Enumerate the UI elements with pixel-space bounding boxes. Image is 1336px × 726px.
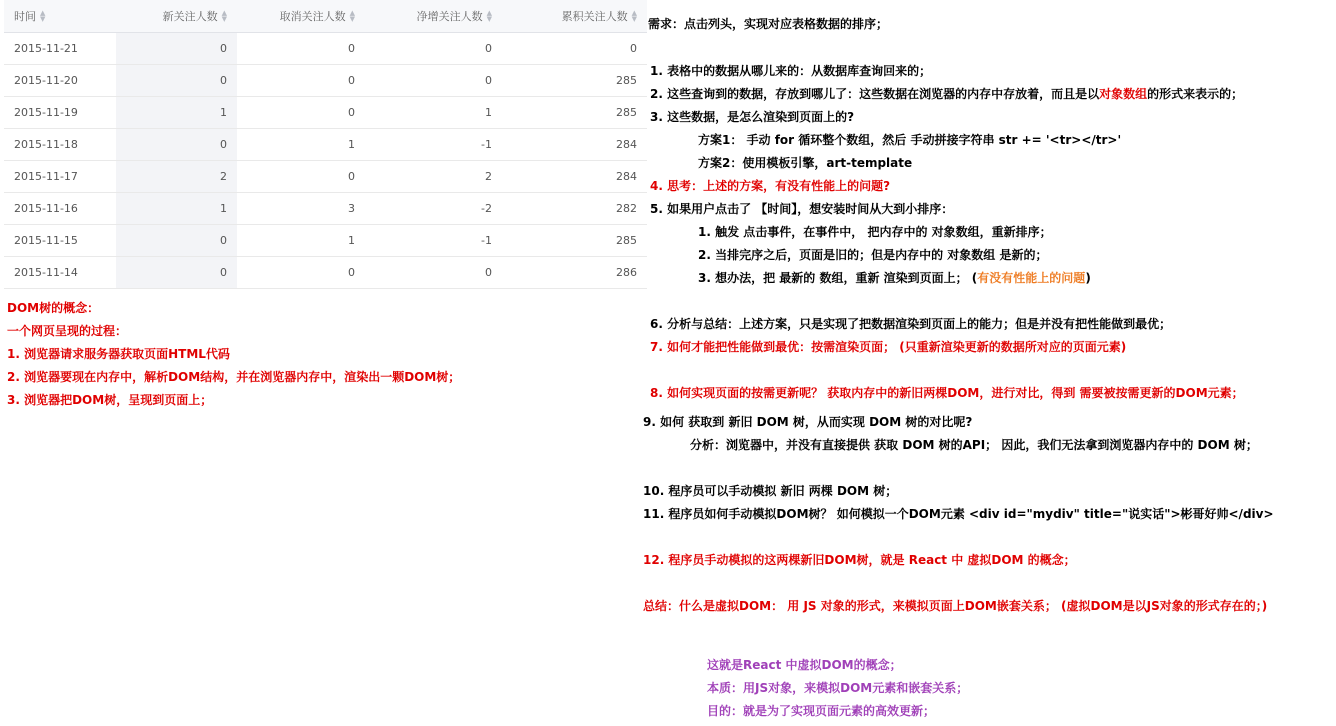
note-line: 这就是React 中虚拟DOM的概念；: [707, 658, 902, 672]
table-row: [4, 193, 647, 225]
table-cell: 0: [485, 74, 492, 87]
note-line: 1. 表格中的数据从哪儿来的：从数据库查询回来的；: [650, 64, 932, 78]
note-line: 7. 如何才能把性能做到最优：按需渲染页面； (只重新渲染更新的数据所对应的页面元素): [650, 340, 1127, 354]
table-cell: 1: [116, 193, 237, 224]
table-cell: -2: [481, 202, 492, 215]
requirement-title: 需求：点击列头，实现对应表格数据的排序；: [648, 17, 889, 31]
note-line: 1. 触发 点击事件，在事件中， 把内存中的 对象数组，重新排序；: [698, 225, 1052, 239]
table-cell: 0: [116, 65, 237, 96]
table-cell: 0: [348, 170, 355, 183]
note-line: 3. 这些数据，是怎么渲染到页面上的?: [650, 110, 855, 124]
highlight-text: 对象数组: [1099, 87, 1148, 101]
note-line: 5. 如果用户点击了 【时间】，想安装时间从大到小排序：: [650, 202, 954, 216]
sort-icon[interactable]: ▲ ▼: [40, 9, 46, 23]
table-cell: 0: [116, 129, 237, 160]
table-row: [4, 33, 647, 65]
table-cell: 2015-11-18: [14, 138, 78, 151]
table-cell: 0: [116, 33, 237, 64]
table-cell: 0: [116, 225, 237, 256]
column-header-net-follow[interactable]: 净增关注人数 ▲ ▼: [416, 9, 492, 23]
table-header-row: [4, 0, 647, 33]
table-cell: 2015-11-17: [14, 170, 78, 183]
table-cell: 0: [630, 42, 637, 55]
table-cell: 2015-11-16: [14, 202, 78, 215]
table-cell: 0: [116, 257, 237, 288]
table-cell: 0: [348, 42, 355, 55]
table-row: [4, 161, 647, 193]
table-cell: 2015-11-21: [14, 42, 78, 55]
table-cell: 284: [616, 170, 637, 183]
table-row: [4, 97, 647, 129]
note-line: 11. 程序员如何手动模拟DOM树？ 如何模拟一个DOM元素 <div id="mydiv" title="说实话">彬哥好帅</div>: [643, 507, 1274, 521]
table-cell: 1: [116, 97, 237, 128]
note-line: 4. 思考：上述的方案，有没有性能上的问题?: [650, 179, 891, 193]
note-line: 方案2：使用模板引擎，art-template: [698, 156, 913, 170]
sort-icon[interactable]: ▲ ▼: [631, 9, 637, 23]
sort-icon[interactable]: ▲ ▼: [221, 9, 227, 23]
note-line: 12. 程序员手动模拟的这两棵新旧DOM树，就是 React 中 虚拟DOM 的概念；: [643, 553, 1076, 567]
note-line: 分析：浏览器中，并没有直接提供 获取 DOM 树的API； 因此，我们无法拿到浏览器内存中的 DOM 树；: [690, 438, 1258, 452]
dom-tree-notes: [7, 297, 460, 412]
table-cell: 1: [485, 106, 492, 119]
summary-line: 总结：什么是虚拟DOM： 用 JS 对象的形式，来模拟页面上DOM嵌套关系； (虚拟DOM是以JS对象的形式存在的；): [643, 599, 1268, 613]
note-line: 2. 当排完序之后，页面是旧的；但是内存中的 对象数组 是新的；: [698, 248, 1048, 262]
table-cell: 2015-11-19: [14, 106, 78, 119]
note-line: 1. 浏览器请求服务器获取页面HTML代码: [7, 347, 230, 361]
sort-icon[interactable]: ▲ ▼: [349, 9, 355, 23]
table-cell: -1: [481, 234, 492, 247]
table-cell: 2: [116, 161, 237, 192]
table-cell: 285: [616, 74, 637, 87]
stats-table: [4, 0, 647, 289]
table-cell: 0: [348, 106, 355, 119]
highlight-text: 有没有性能上的问题: [977, 271, 1086, 285]
note-line: 9. 如何 获取到 新旧 DOM 树，从而实现 DOM 树的对比呢?: [643, 415, 973, 429]
table-cell: 0: [485, 266, 492, 279]
table-cell: 284: [616, 138, 637, 151]
table-cell: 2015-11-14: [14, 266, 78, 279]
note-line: DOM树的概念：: [7, 301, 100, 315]
note-line: 3. 浏览器把DOM树，呈现到页面上；: [7, 393, 213, 407]
note-line: 方案1： 手动 for 循环整个数组，然后 手动拼接字符串 str += '<tr></tr>': [698, 133, 1122, 147]
note-line: 10. 程序员可以手动模拟 新旧 两棵 DOM 树；: [643, 484, 898, 498]
note-line: 8. 如何实现页面的按需更新呢？ 获取内存中的新旧两棵DOM，进行对比，得到 需要被按需更新的DOM元素；: [650, 386, 1244, 400]
table-cell: 2015-11-15: [14, 234, 78, 247]
table-cell: 285: [616, 234, 637, 247]
table-cell: -1: [481, 138, 492, 151]
note-line: 2. 浏览器要现在内存中，解析DOM结构，并在浏览器内存中，渲染出一颗DOM树；: [7, 370, 461, 384]
table-cell: 286: [616, 266, 637, 279]
column-header-unfollow[interactable]: 取消关注人数 ▲ ▼: [279, 9, 355, 23]
table-row: [4, 225, 647, 257]
table-cell: 282: [616, 202, 637, 215]
table-row: [4, 65, 647, 97]
note-line: 2. 这些查询到的数据，存放到哪儿了：这些数据在浏览器的内存中存放着，而且是以对象数组的形式来表示的；: [650, 87, 1244, 101]
table-cell: 2015-11-20: [14, 74, 78, 87]
table-cell: 0: [485, 42, 492, 55]
column-header-new-follow[interactable]: 新关注人数 ▲ ▼: [162, 9, 227, 23]
table-cell: 3: [348, 202, 355, 215]
column-header-time[interactable]: 时间 ▲ ▼: [14, 9, 46, 23]
table-cell: 0: [348, 266, 355, 279]
note-line: 目的：就是为了实现页面元素的高效更新；: [707, 704, 936, 718]
note-line: 3. 想办法，把 最新的 数组，重新 渲染到页面上； (有没有性能上的问题): [698, 271, 1091, 285]
note-line: 本质：用JS对象，来模拟DOM元素和嵌套关系；: [707, 681, 969, 695]
table-cell: 0: [348, 74, 355, 87]
sort-icon[interactable]: ▲ ▼: [486, 9, 492, 23]
table-cell: 1: [348, 138, 355, 151]
note-line: 6. 分析与总结：上述方案，只是实现了把数据渲染到页面上的能力；但是并没有把性能做到最优；: [650, 317, 1172, 331]
table-row: [4, 129, 647, 161]
table-cell: 285: [616, 106, 637, 119]
column-header-total-follow[interactable]: 累积关注人数 ▲ ▼: [561, 9, 637, 23]
note-line: 一个网页呈现的过程：: [7, 324, 128, 338]
table-row: [4, 257, 647, 289]
table-cell: 2: [485, 170, 492, 183]
table-cell: 1: [348, 234, 355, 247]
